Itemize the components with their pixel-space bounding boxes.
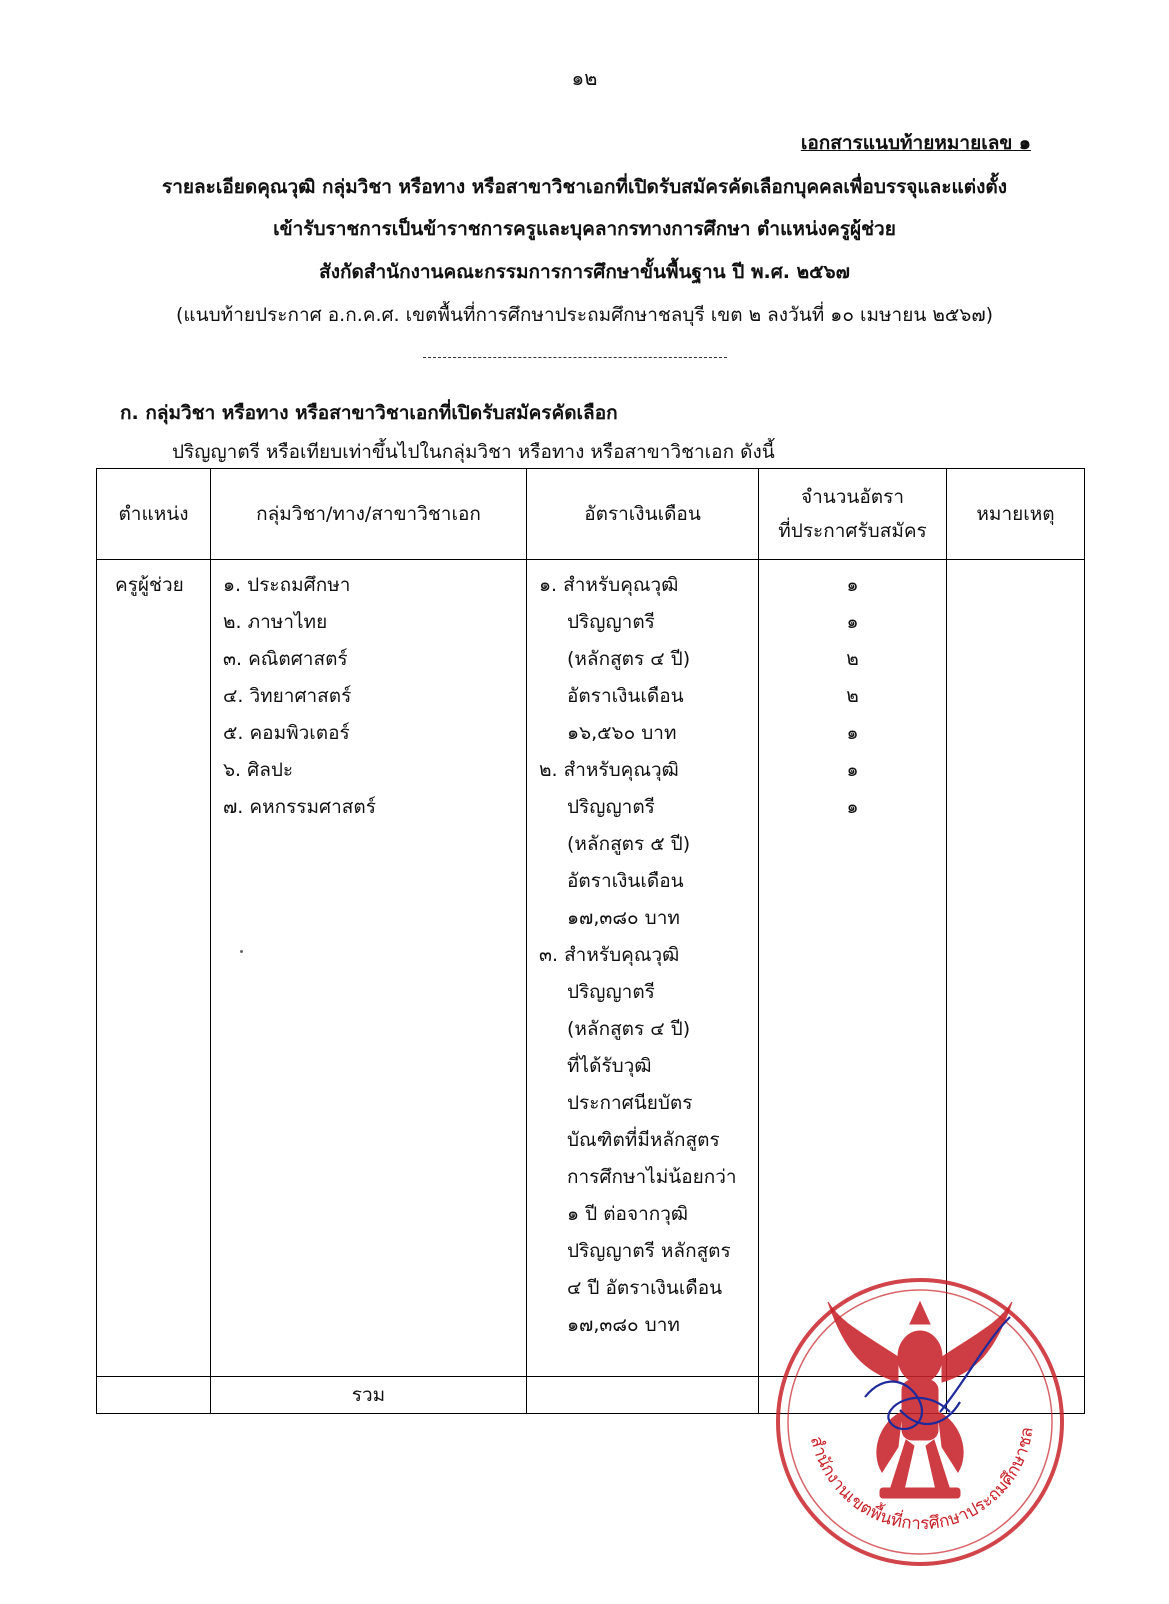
title-line-1: รายละเอียดคุณวุฒิ กลุ่มวิชา หรือทาง หรือสาขาวิชาเอกที่เปิดรับสมัครคัดเลือกบุคคลเพื่อบรรจุและแต่งตั้ง: [161, 176, 1008, 198]
section-heading: ก. กลุ่มวิชา หรือทาง หรือสาขาวิชาเอกที่เปิดรับสมัครคัดเลือก: [120, 402, 618, 424]
subject-item: ๗. คหกรรมศาสตร์: [223, 796, 376, 818]
subtitle: (แนบท้ายประกาศ อ.ก.ค.ศ. เขตพื้นที่การศึกษาประถมศึกษาชลบุรี เขต ๒ ลงวันที่ ๑๐ เมษายน ๒๕๖๗): [175, 304, 994, 326]
count-value: ๒: [846, 648, 859, 670]
subject-item: ๔. วิทยาศาสตร์: [223, 685, 352, 707]
official-seal: [770, 1262, 1070, 1582]
salary-line: ๓. สำหรับคุณวุฒิ: [539, 944, 680, 966]
position-cell: [97, 560, 211, 1377]
header-subject: กลุ่มวิชา/ทาง/สาขาวิชาเอก: [211, 469, 527, 560]
header-salary: อัตราเงินเดือน: [527, 469, 759, 560]
header-count: [759, 469, 947, 560]
count-value: ๑: [846, 574, 859, 596]
seal-icon: [770, 1262, 1070, 1582]
salary-line: (หลักสูตร ๔ ปี): [567, 1018, 691, 1040]
salary-line: ปริญญาตรี: [567, 796, 655, 818]
total-empty-cell: [97, 1377, 211, 1414]
count-value: ๒: [846, 685, 859, 707]
subject-cell: [211, 560, 527, 1377]
annex-label: เอกสารแนบท้ายหมายเลข ๑: [800, 132, 1031, 154]
count-value: ๑: [846, 722, 859, 744]
total-label: รวม: [211, 1377, 527, 1414]
salary-line: อัตราเงินเดือน: [567, 685, 684, 707]
header-count-line-1: จำนวนอัตรา: [800, 486, 905, 508]
title-line-2: เข้ารับราชการเป็นข้าราชการครูและบุคลากรทางการศึกษา ตำแหน่งครูผู้ช่วย: [273, 218, 896, 240]
count-value: ๑: [846, 796, 859, 818]
salary-cell: [527, 560, 759, 1377]
subject-item: ๖. ศิลปะ: [223, 759, 294, 781]
header-position: ตำแหน่ง: [97, 469, 211, 560]
salary-line: ปริญญาตรี: [567, 611, 655, 633]
salary-line: บัณฑิตที่มีหลักสูตร: [567, 1129, 720, 1151]
header-count-line-2: ที่ประกาศรับสมัคร: [778, 520, 927, 542]
count-cell: [759, 560, 947, 1377]
salary-line: ๔ ปี อัตราเงินเดือน: [567, 1277, 723, 1299]
salary-line: ๑๗,๓๘๐ บาท: [567, 1314, 680, 1336]
salary-line: อัตราเงินเดือน: [567, 870, 684, 892]
salary-line: ประกาศนียบัตร: [567, 1092, 693, 1114]
salary-line: ปริญญาตรี หลักสูตร: [567, 1240, 731, 1262]
remark-cell: [947, 560, 1085, 1377]
position-value: ครูผู้ช่วย: [115, 574, 184, 596]
scan-speck: [240, 950, 243, 953]
count-value: ๑: [846, 611, 859, 633]
header-remark: หมายเหตุ: [947, 469, 1085, 560]
salary-line: ๒. สำหรับคุณวุฒิ: [539, 759, 679, 781]
salary-line: ๑๖,๕๖๐ บาท: [567, 722, 677, 744]
subject-item: ๒. ภาษาไทย: [223, 611, 328, 633]
title-line-3: สังกัดสำนักงานคณะกรรมการการศึกษาขั้นพื้นฐาน ปี พ.ศ. ๒๕๖๗: [319, 261, 850, 283]
table-header-row: [97, 469, 1085, 560]
section-subheading: ปริญญาตรี หรือเทียบเท่าขึ้นไปในกลุ่มวิชา หรือทาง หรือสาขาวิชาเอก ดังนี้: [172, 441, 775, 463]
salary-line: ๑ ปี ต่อจากวุฒิ: [567, 1203, 689, 1225]
salary-line: ปริญญาตรี: [567, 981, 655, 1003]
salary-line: ๑. สำหรับคุณวุฒิ: [539, 574, 679, 596]
salary-line: ที่ได้รับวุฒิ: [567, 1055, 652, 1077]
total-empty-cell: [527, 1377, 759, 1414]
salary-line: (หลักสูตร ๔ ปี): [567, 648, 691, 670]
salary-line: การศึกษาไม่น้อยกว่า: [567, 1166, 737, 1188]
count-value: ๑: [846, 759, 859, 781]
svg-text:สำนักงานเขตพื้นที่การศึกษาประถ: สำนักงานเขตพื้นที่การศึกษาประถมศึกษาชล: [805, 1425, 1038, 1535]
salary-line: ๑๗,๓๘๐ บาท: [567, 907, 680, 929]
page-number: ๑๒: [571, 66, 598, 90]
subject-item: ๓. คณิตศาสตร์: [223, 648, 348, 670]
subject-item: ๑. ประถมศึกษา: [223, 574, 351, 596]
divider: [423, 357, 727, 358]
subject-item: ๕. คอมพิวเตอร์: [223, 722, 350, 744]
table-row: [97, 560, 1085, 1377]
salary-line: (หลักสูตร ๕ ปี): [567, 833, 691, 855]
